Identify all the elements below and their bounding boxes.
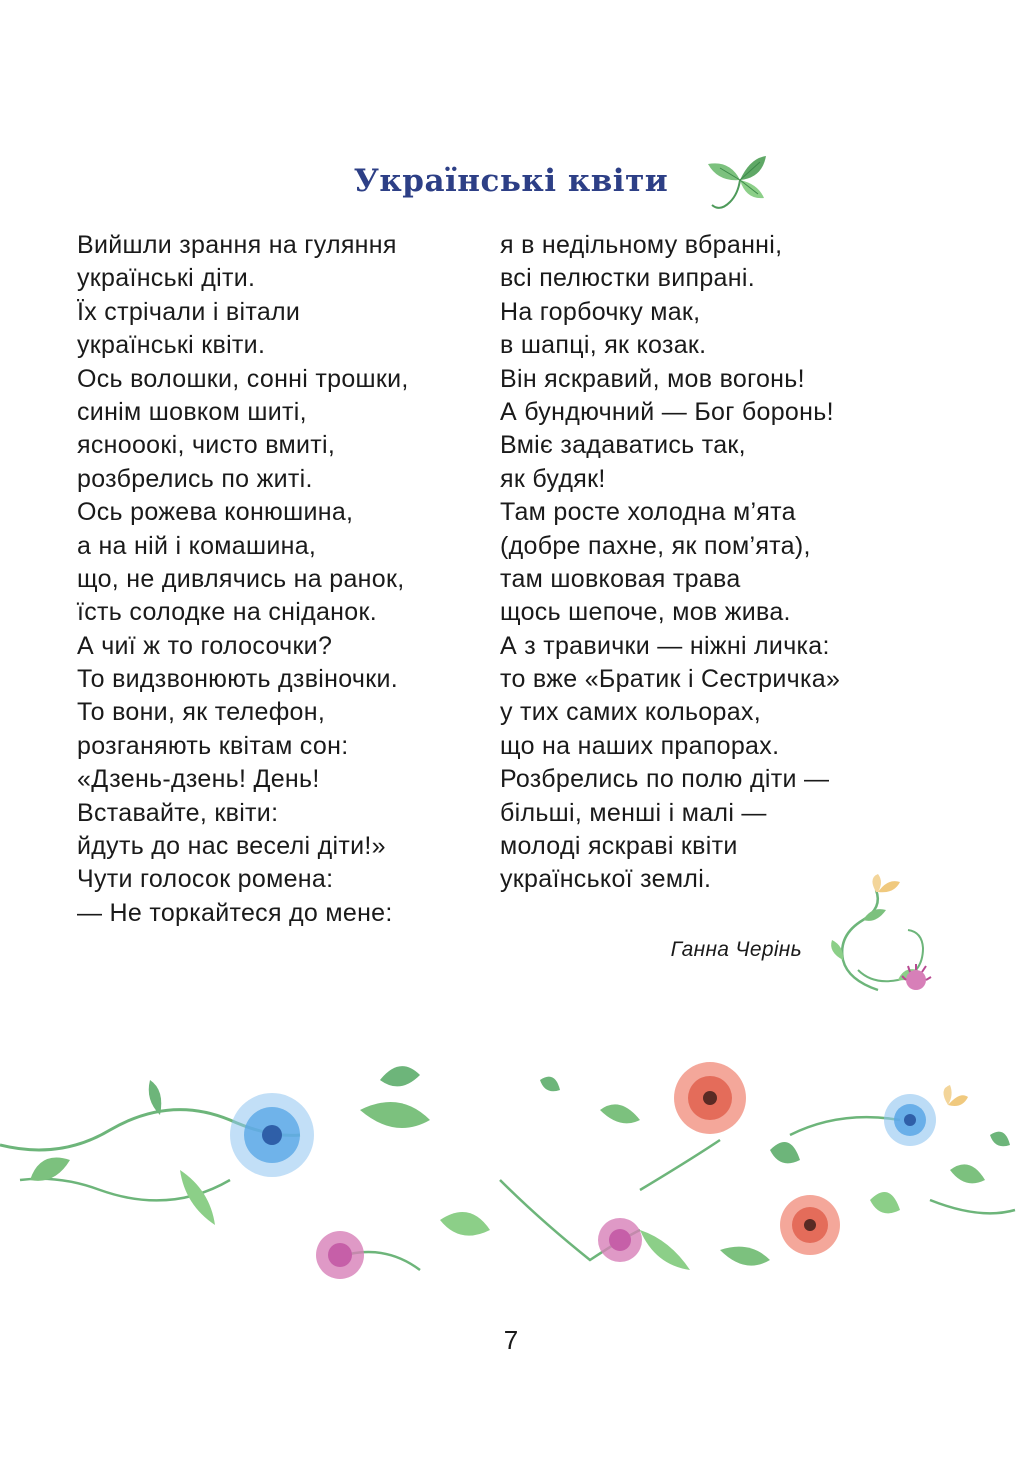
- poem-line: А бундючний — Бог боронь!: [500, 397, 834, 426]
- poem-line: там шовковая трава: [500, 564, 741, 593]
- poem-line: а на ній і комашина,: [77, 531, 317, 560]
- poem-line: я в недільному вбранні,: [500, 231, 783, 259]
- poem-line: розганяють квітам сон:: [77, 731, 349, 760]
- poem-column-left: [77, 229, 477, 930]
- butterfly-icon: [943, 1085, 968, 1106]
- butterfly-icon: [872, 874, 900, 892]
- poem-line: Вміє задаватись так,: [500, 431, 746, 460]
- poem-column-right: [500, 229, 920, 897]
- poem-line: А чиї ж то голосочки?: [77, 631, 333, 660]
- poem-line: синім шовком шиті,: [77, 397, 307, 426]
- poem-line: То видзвонюють дзвіночки.: [77, 665, 398, 694]
- poem-line: Він яскравий, мов вогонь!: [500, 364, 805, 393]
- poem-line: А з травички — ніжні личка:: [500, 631, 830, 660]
- poem-line: що, не дивлячись на ранок,: [77, 564, 405, 593]
- poem-line: то вже «Братик і Сестричка»: [500, 665, 841, 694]
- poem-title: Українські квіти: [353, 163, 669, 199]
- poem-line: Там росте холодна м’ята: [500, 498, 796, 527]
- page-number: 7: [503, 1325, 519, 1355]
- poem-line: молоді яскраві квіти: [500, 832, 738, 861]
- green-sprig-icon: [700, 150, 770, 215]
- poem-line: в шапці, як козак.: [500, 331, 707, 360]
- cornflower-icon: [230, 1093, 314, 1177]
- poem-line: — Не торкайтеся до мене:: [77, 898, 393, 927]
- poem-line: На горбочку мак,: [500, 297, 701, 326]
- cornflower-icon: [884, 1094, 936, 1146]
- poem-line: що на наших прапорах.: [500, 731, 780, 760]
- poem-line: всі пелюстки випрані.: [500, 264, 755, 293]
- poem-line: у тих самих кольорах,: [500, 698, 761, 727]
- poem-line: української землі.: [500, 865, 712, 894]
- floral-border-illustration: [0, 1040, 1022, 1330]
- poppy-icon: [674, 1062, 746, 1134]
- poem-line: Ось волошки, сонні трошки,: [77, 364, 409, 393]
- poem-line: Ось рожева конюшина,: [77, 498, 354, 527]
- poem-line: «Дзень-дзень! День!: [77, 765, 320, 794]
- poem-line: більші, менші і малі —: [500, 798, 767, 827]
- poem-line: йдуть до нас веселі діти!»: [77, 832, 386, 861]
- poem-line: українські квіти.: [77, 331, 266, 360]
- poem-line: Розбрелись по полю діти —: [500, 765, 830, 794]
- poem-line: як будяк!: [500, 464, 606, 493]
- poem-line: (добре пахне, як пом’ята),: [500, 531, 811, 560]
- poem-line: То вони, як телефон,: [77, 698, 326, 727]
- poem-line: Чути голосок ромена:: [77, 865, 334, 894]
- clover-flower-icon: [316, 1231, 364, 1279]
- poem-line: Вставайте, квіти:: [77, 798, 279, 827]
- poem-line: Їх стрічали і вітали: [77, 297, 301, 326]
- poem-line: яснооокі, чисто вмиті,: [77, 431, 336, 460]
- vine-butterfly-icon: [828, 870, 943, 1000]
- poem-line: щось шепоче, мов жива.: [500, 598, 791, 627]
- poem-line: розбрелись по житі.: [77, 464, 313, 493]
- poem-line: українські діти.: [77, 264, 256, 293]
- clover-flower-icon: [598, 1218, 642, 1262]
- poem-line: Вийшли зрання на гуляння: [77, 231, 397, 259]
- poem-line: їсть солодке на сніданок.: [77, 598, 377, 627]
- poem-author: Ганна Черінь: [670, 938, 802, 961]
- poppy-icon: [780, 1195, 840, 1255]
